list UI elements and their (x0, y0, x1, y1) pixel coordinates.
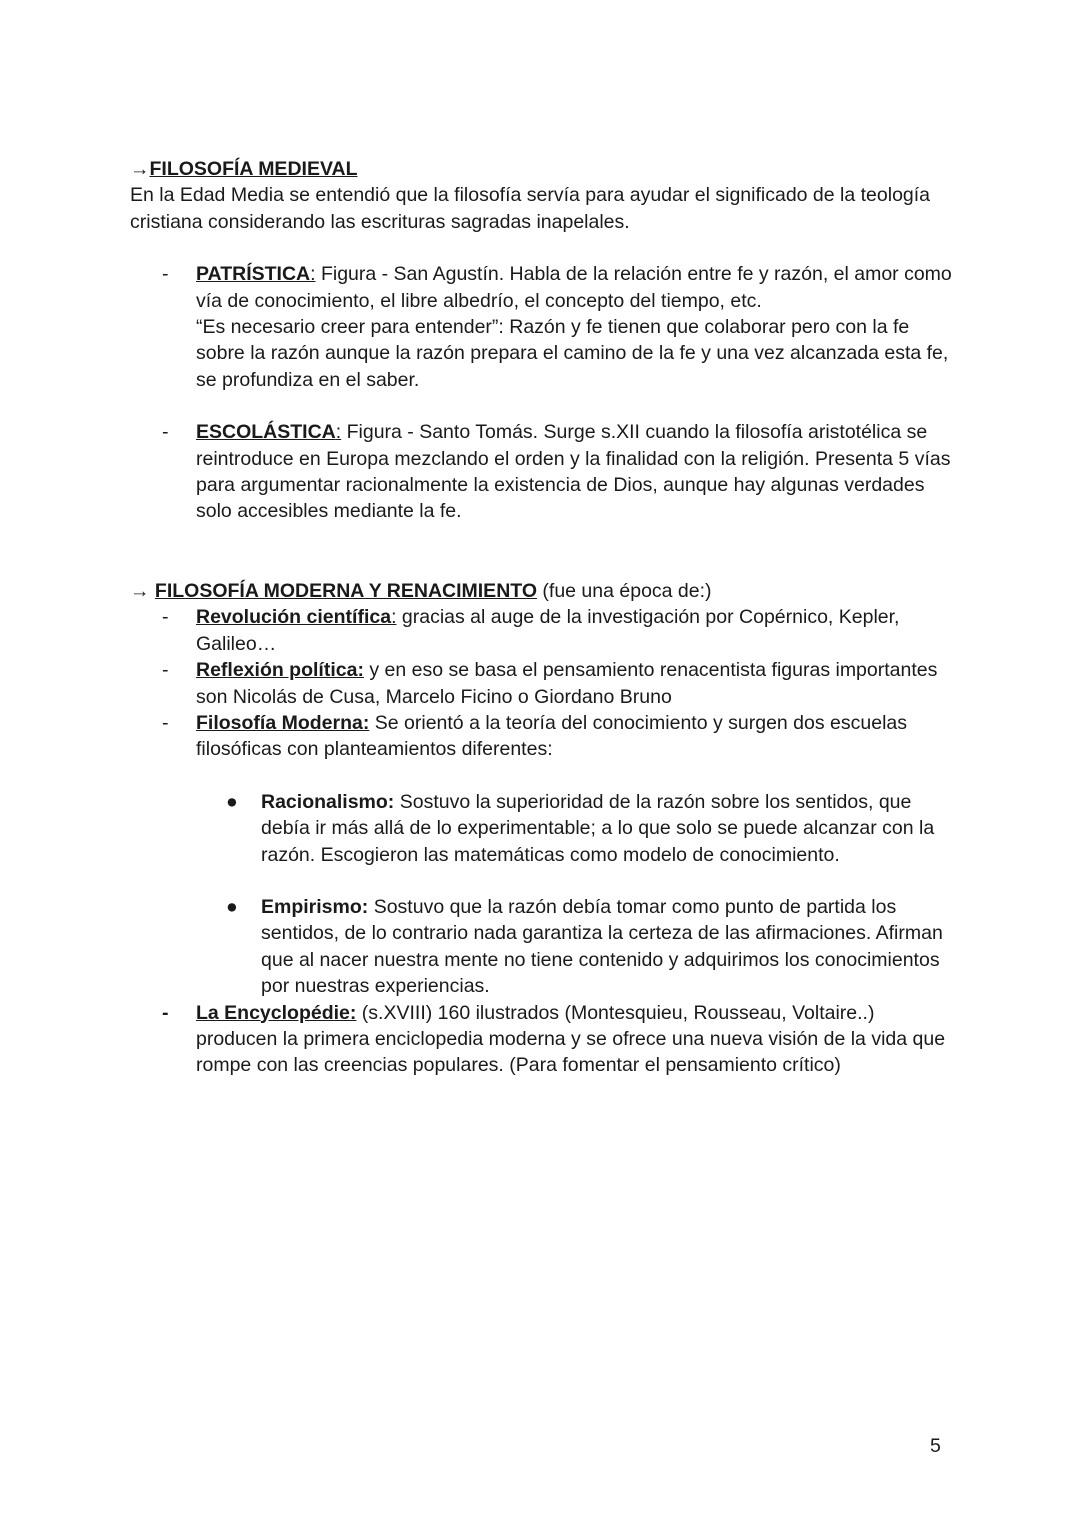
moderna-list-end (130, 1000, 960, 1079)
term-filosofia-moderna: Filosofía Moderna: (196, 711, 370, 734)
term-reflexion: Reflexión política: (196, 659, 364, 682)
dash-marker: - (162, 1001, 169, 1024)
moderna-list (130, 604, 960, 762)
page-number: 5 (930, 1435, 941, 1457)
dash-marker: - (162, 421, 169, 444)
item-text: (s.XVIII) 160 ilustrados (Montesquieu, Rousseau, Voltaire..) producen la primera enciclopedia moderna y se ofrece una nueva visión de la vida que rompe con las creencias populares. (Para fomentar el pensamiento crítico) (196, 1001, 946, 1077)
list-item-patristica: - PATRÍSTICA: Figura - San Agustín. Habla de la relación entre fe y razón, el amor como vía de conocimiento, el libre albedrío, el concepto del tiempo, etc. “Es necesario creer para entender”: Razón y fe tienen que colaborar pero con la fe sobre la razón aunque la razón prepara el camino de la fe y una vez alcanzada esta fe, se profundiza en el saber. (130, 261, 960, 393)
list-item-escolastica: - ESCOLÁSTICA: Figura - Santo Tomás. Surge s.XII cuando la filosofía aristotélica se reintroduce en Europa mezclando el orden y la finalidad con la religión. Presenta 5 vías para argumentar racionalmente la existencia de Dios, aunque hay algunas verdades solo accesibles mediante la fe. (162, 421, 951, 523)
term-escolastica: ESCOLÁSTICA (196, 421, 336, 444)
list-item-encyclopedie (130, 1000, 960, 1079)
list-item-racionalismo (130, 789, 960, 868)
section-title: FILOSOFÍA MEDIEVAL (149, 158, 358, 180)
section-title: FILOSOFÍA MODERNA Y RENACIMIENTO (154, 579, 537, 602)
section-intro: En la Edad Media se entendió que la filosofía servía para ayudar el significado de la teología cristiana considerando las escrituras sagradas inapelales. (130, 184, 931, 233)
bullet-icon: ● (226, 790, 238, 813)
section-heading-moderna (130, 578, 960, 604)
list-item-empirismo (130, 894, 960, 1000)
schools-list (130, 789, 960, 1000)
arrow-icon: → (130, 579, 155, 602)
term-patristica: PATRÍSTICA (196, 263, 311, 286)
dash-marker: - (162, 711, 169, 734)
medieval-list (130, 261, 960, 525)
arrow-icon: → (130, 158, 150, 180)
dash-marker: - (162, 263, 169, 286)
item-text: y en eso se basa el pensamiento renacentista figuras importantes son Nicolás de Cusa, Marcelo Ficino o Giordano Bruno (196, 659, 938, 708)
section-heading-medieval (130, 156, 960, 182)
item-text: Figura - Santo Tomás. Surge s.XII cuando la filosofía aristotélica se reintroduce en Europa mezclando el orden y la finalidad con la religión. Presenta 5 vías para argumentar racionalmente la existencia de Dios, aunque hay algunas verdades solo accesibles mediante la fe. (196, 421, 951, 523)
term-revolucion: Revolución científica (196, 606, 392, 629)
term-empirismo: Empirismo: (261, 895, 369, 918)
term-encyclopedie: La Encyclopédie: (196, 1001, 357, 1024)
item-text: gracias al auge de la investigación por Copérnico, Kepler, Galileo… (196, 606, 900, 655)
item-text: Sostuvo la superioridad de la razón sobre los sentidos, que debía ir más allá de lo experimentable; a lo que solo se puede alcanzar con la razón. Escogieron las matemáticas como modelo de conocimiento. (261, 790, 935, 866)
item-text: Figura - San Agustín. Habla de la relación entre fe y razón, el amor como vía de conocimiento, el libre albedrío, el concepto del tiempo, etc. (196, 263, 952, 312)
dash-marker: - (162, 659, 169, 682)
list-item-revolucion: - Revolución científica: gracias al auge de la investigación por Copérnico, Kepler, Galileo… (162, 606, 900, 655)
item-quote: “Es necesario creer para entender”: Razón y fe tienen que colaborar pero con la fe sobre la razón aunque la razón prepara el camino de la fe y una vez alcanzada esta fe, se profundiza en el saber. (196, 316, 949, 391)
item-text: Se orientó a la teoría del conocimiento y surgen dos escuelas filosóficas con planteamientos diferentes: (196, 711, 907, 761)
list-item-filosofia-moderna (130, 710, 960, 763)
item-text: Sostuvo que la razón debía tomar como punto de partida los sentidos, de lo contrario nada garantiza la certeza de las afirmaciones. Afirman que al nacer nuestra mente no tiene contenido y adquirimos los conocimientos por nuestras experiencias. (261, 895, 943, 998)
document-page (130, 156, 960, 1079)
list-item-reflexion (130, 657, 960, 710)
term-racionalismo: Racionalismo: (261, 790, 395, 813)
dash-marker: - (162, 606, 169, 629)
bullet-icon: ● (226, 895, 238, 918)
section-subtitle: (fue una época de:) (537, 579, 712, 602)
